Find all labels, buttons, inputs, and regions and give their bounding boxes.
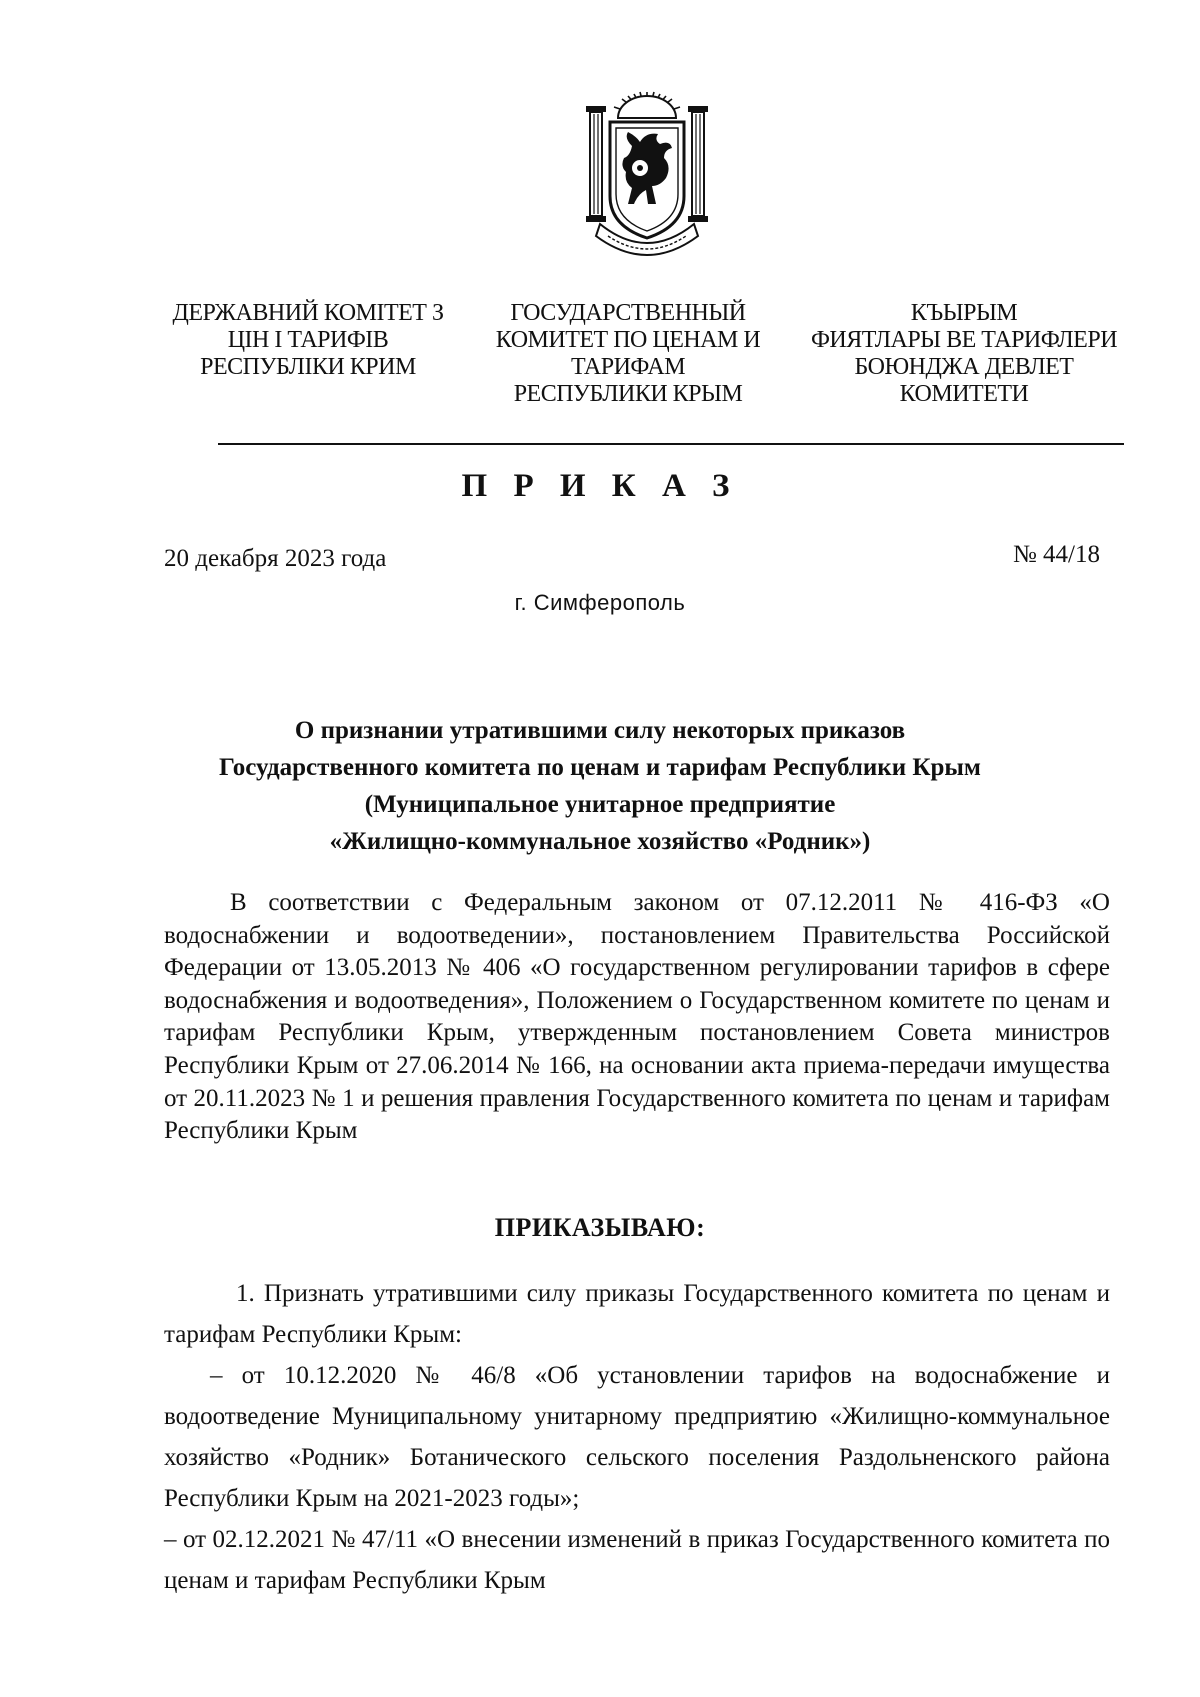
preamble-paragraph: В соответствии с Федеральным законом от 07.12.2011 № 416-ФЗ «О водоснабжении и водоотведении», постановлением Правительства Российской Федерации от 13.05.2013 № 406 «О государственном регулировании тарифов в сфере водоснабжения и водоотведения», Положением о Государственном комитете по ценам и тарифам Республики Крым, утвержденным постановлением Совета министров Республики Крым от 27.06.2014 № 166, на основании акта приема-передачи имущества от 20.11.2023 № 1 и решения правления Государственного комитета по ценам и тарифам Республики Крым — [164, 889, 1110, 1145]
header-line: ФИЯТЛАРЫ ВЕ ТАРИФЛЕРИ — [810, 327, 1118, 353]
subject-line: О признании утратившими силу некоторых приказов — [294, 717, 906, 744]
order-subitem: – от 02.12.2021 № 47/11 «О внесении изменений в приказ Государственного комитета по ценам и тарифам Республики Крым — [164, 1526, 1110, 1594]
header-russian — [483, 300, 773, 408]
header-line: КЪЫРЫМ — [910, 300, 1018, 326]
header-line: БОЮНДЖА ДЕВЛЕТ — [854, 354, 1074, 380]
header-ukrainian — [158, 300, 458, 381]
subject-line: Государственного комитета по ценам и тарифам Республики Крым — [219, 754, 981, 781]
document-number: № 44/18 — [1012, 541, 1100, 568]
subject-line: «Жилищно-коммунальное хозяйство «Родник») — [329, 828, 871, 855]
header-line: ГОСУДАРСТВЕННЫЙ — [510, 300, 746, 326]
header-divider — [218, 443, 1124, 445]
document-subject — [0, 712, 1200, 860]
document-title: П Р И К А З — [461, 468, 739, 504]
document-date: 20 декабря 2023 года — [164, 545, 387, 572]
document-city: г. Симферополь — [514, 590, 686, 615]
subject-line: (Муниципальное унитарное предприятие — [364, 791, 836, 818]
header-line: КОМИТЕТИ — [899, 381, 1029, 407]
header-crimean-tatar — [804, 300, 1124, 408]
coat-of-arms-emblem — [574, 86, 720, 266]
header-line: ЦІН І ТАРИФІВ — [227, 327, 389, 353]
header-line: РЕСПУБЛИКИ КРЫМ — [513, 381, 743, 407]
header-line: ДЕРЖАВНИЙ КОМІТЕТ З — [172, 300, 444, 326]
header-line: РЕСПУБЛІКИ КРИМ — [200, 354, 416, 380]
order-heading: ПРИКАЗЫВАЮ: — [494, 1213, 706, 1242]
order-subitem: – от 10.12.2020 № 46/8 «Об установлении тарифов на водоснабжение и водоотведение Муниципальному унитарному предприятию «Жилищно-коммунальное хозяйство «Родник» Ботанического сельского поселения Раздольненского района Республики Крым на 2021-2023 годы»; — [164, 1362, 1110, 1512]
header-line: ТАРИФАМ — [570, 354, 686, 380]
header-line: КОМИТЕТ ПО ЦЕНАМ И — [495, 327, 761, 353]
order-item-1: 1. Признать утратившими силу приказы Государственного комитета по ценам и тарифам Республики Крым: — [164, 1280, 1110, 1348]
